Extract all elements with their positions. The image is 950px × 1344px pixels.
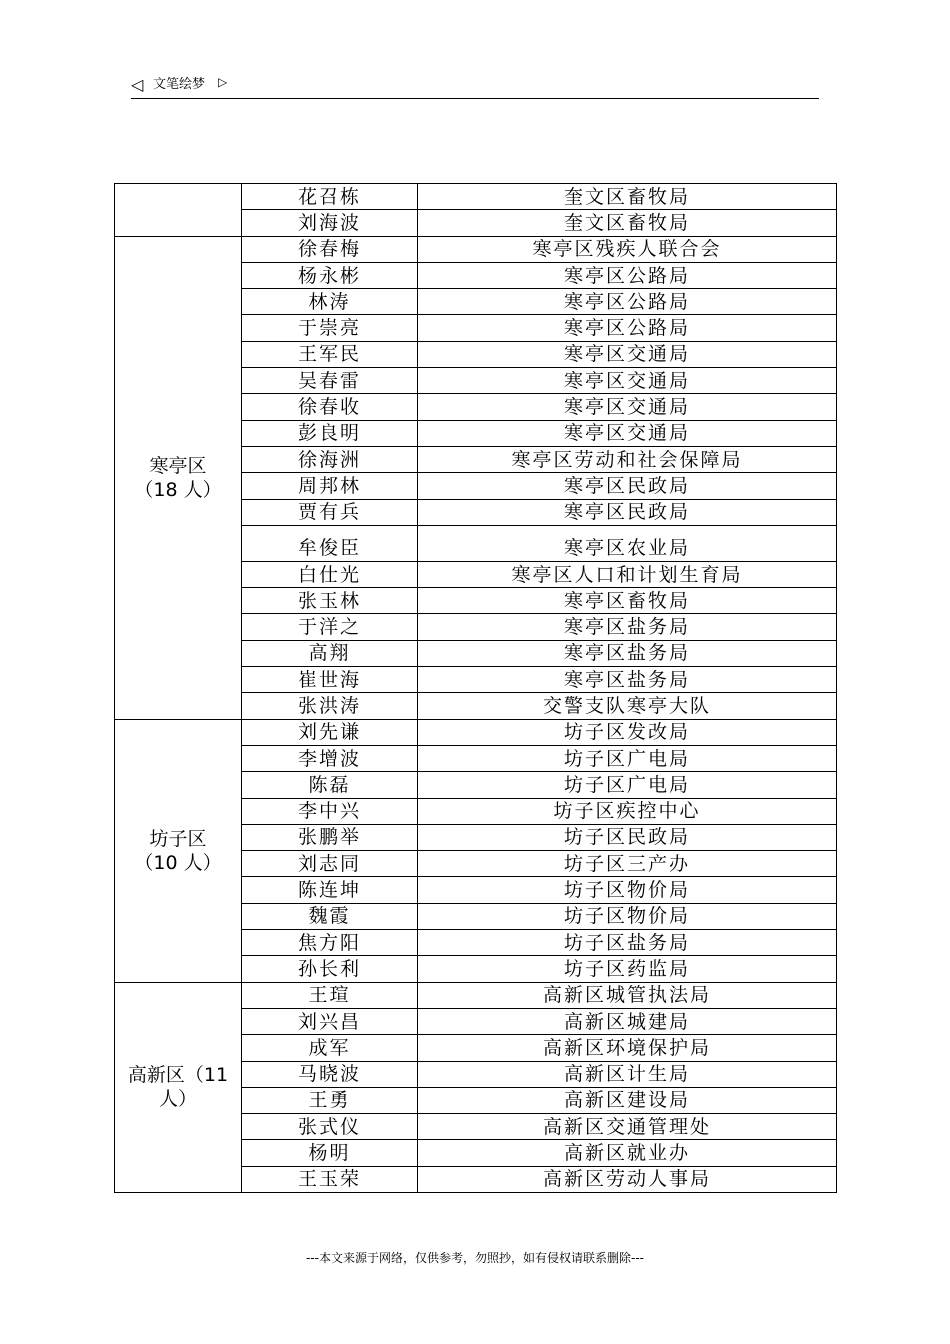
- person-name-cell: 王瑄: [242, 982, 418, 1008]
- person-name-cell: 于洋之: [242, 614, 418, 640]
- work-unit-cell: 寒亭区交通局: [418, 420, 837, 446]
- work-unit-cell: 高新区建设局: [418, 1087, 837, 1113]
- table-row: [115, 719, 837, 745]
- work-unit-cell: 寒亭区人口和计划生育局: [418, 561, 837, 587]
- person-name-cell: 焦方阳: [242, 930, 418, 956]
- person-name-cell: 徐春梅: [242, 236, 418, 262]
- district-cell: [115, 719, 242, 982]
- district-count: （10 人）: [134, 851, 222, 874]
- person-name-cell: 周邦林: [242, 473, 418, 499]
- person-name-cell: 花召栋: [242, 184, 418, 210]
- person-name-cell: 陈磊: [242, 772, 418, 798]
- person-name-cell: 林涛: [242, 289, 418, 315]
- work-unit-cell: 高新区交通管理处: [418, 1114, 837, 1140]
- work-unit-cell: 坊子区药监局: [418, 956, 837, 982]
- work-unit-cell: 高新区计生局: [418, 1061, 837, 1087]
- work-unit-cell: 寒亭区盐务局: [418, 614, 837, 640]
- person-name-cell: 王勇: [242, 1087, 418, 1113]
- work-unit-cell: 高新区城管执法局: [418, 982, 837, 1008]
- work-unit-cell: 坊子区盐务局: [418, 930, 837, 956]
- district-name: 寒亭区: [149, 454, 207, 477]
- person-name-cell: 李中兴: [242, 798, 418, 824]
- person-name-cell: 张洪涛: [242, 693, 418, 719]
- work-unit-cell: 寒亭区劳动和社会保障局: [418, 446, 837, 472]
- district-cell: [115, 236, 242, 719]
- work-unit-cell: 寒亭区交通局: [418, 394, 837, 420]
- work-unit-cell: 高新区就业办: [418, 1140, 837, 1166]
- work-unit-cell: 坊子区三产办: [418, 851, 837, 877]
- district-name: 高新区（11: [127, 1064, 229, 1087]
- table-row: [115, 982, 837, 1008]
- work-unit-cell: 寒亭区民政局: [418, 473, 837, 499]
- person-name-cell: 张式仪: [242, 1114, 418, 1140]
- work-unit-cell: 坊子区疾控中心: [418, 798, 837, 824]
- person-name-cell: 贾有兵: [242, 499, 418, 525]
- work-unit-cell: 高新区城建局: [418, 1008, 837, 1034]
- district-count: （18 人）: [134, 478, 222, 501]
- work-unit-cell: 坊子区民政局: [418, 824, 837, 850]
- work-unit-cell: 寒亭区公路局: [418, 289, 837, 315]
- work-unit-cell: 寒亭区交通局: [418, 341, 837, 367]
- page-footer: ---本文来源于网络，仅供参考，勿照抄，如有侵权请联系删除---: [306, 1251, 644, 1265]
- roster-table: [114, 183, 837, 1193]
- work-unit-cell: 寒亭区民政局: [418, 499, 837, 525]
- work-unit-cell: 寒亭区畜牧局: [418, 588, 837, 614]
- header-brand: 文笔绘梦: [153, 77, 206, 92]
- person-name-cell: 于崇亮: [242, 315, 418, 341]
- work-unit-cell: 交警支队寒亭大队: [418, 693, 837, 719]
- person-name-cell: 白仕光: [242, 561, 418, 587]
- district-name: 坊子区: [149, 827, 207, 850]
- work-unit-cell: 坊子区物价局: [418, 903, 837, 929]
- work-unit-cell: 坊子区物价局: [418, 877, 837, 903]
- work-unit-cell: 奎文区畜牧局: [418, 210, 837, 236]
- work-unit-cell: 寒亭区残疾人联合会: [418, 236, 837, 262]
- person-name-cell: 张玉林: [242, 588, 418, 614]
- person-name-cell: 徐春收: [242, 394, 418, 420]
- table-row: [115, 184, 837, 210]
- work-unit-cell: 寒亭区交通局: [418, 368, 837, 394]
- left-triangle-icon: ◁: [131, 75, 144, 94]
- work-unit-cell: 寒亭区农业局: [418, 525, 837, 561]
- work-unit-cell: 高新区劳动人事局: [418, 1166, 837, 1192]
- person-name-cell: 成军: [242, 1035, 418, 1061]
- roster-table-body: [115, 184, 837, 1193]
- district-count: 人）: [158, 1088, 197, 1111]
- district-cell: [115, 184, 242, 237]
- person-name-cell: 刘先谦: [242, 719, 418, 745]
- person-name-cell: 吴春雷: [242, 368, 418, 394]
- person-name-cell: 彭良明: [242, 420, 418, 446]
- person-name-cell: 孙长利: [242, 956, 418, 982]
- person-name-cell: 马晓波: [242, 1061, 418, 1087]
- district-cell: [115, 982, 242, 1192]
- person-name-cell: 高翔: [242, 640, 418, 666]
- person-name-cell: 刘兴昌: [242, 1008, 418, 1034]
- person-name-cell: 刘海波: [242, 210, 418, 236]
- person-name-cell: 张鹏举: [242, 824, 418, 850]
- work-unit-cell: 寒亭区公路局: [418, 315, 837, 341]
- person-name-cell: 崔世海: [242, 667, 418, 693]
- person-name-cell: 杨明: [242, 1140, 418, 1166]
- person-name-cell: 杨永彬: [242, 262, 418, 288]
- table-row: [115, 236, 837, 262]
- page-header: [131, 74, 819, 99]
- work-unit-cell: 奎文区畜牧局: [418, 184, 837, 210]
- person-name-cell: 王军民: [242, 341, 418, 367]
- work-unit-cell: 坊子区发改局: [418, 719, 837, 745]
- person-name-cell: 牟俊臣: [242, 525, 418, 561]
- work-unit-cell: 坊子区广电局: [418, 772, 837, 798]
- work-unit-cell: 寒亭区盐务局: [418, 667, 837, 693]
- person-name-cell: 王玉荣: [242, 1166, 418, 1192]
- work-unit-cell: 高新区环境保护局: [418, 1035, 837, 1061]
- right-triangle-icon: ▷: [218, 75, 228, 89]
- person-name-cell: 魏霞: [242, 903, 418, 929]
- person-name-cell: 李增波: [242, 745, 418, 771]
- work-unit-cell: 寒亭区盐务局: [418, 640, 837, 666]
- person-name-cell: 徐海洲: [242, 446, 418, 472]
- person-name-cell: 陈连坤: [242, 877, 418, 903]
- person-name-cell: 刘志同: [242, 851, 418, 877]
- work-unit-cell: 寒亭区公路局: [418, 262, 837, 288]
- work-unit-cell: 坊子区广电局: [418, 745, 837, 771]
